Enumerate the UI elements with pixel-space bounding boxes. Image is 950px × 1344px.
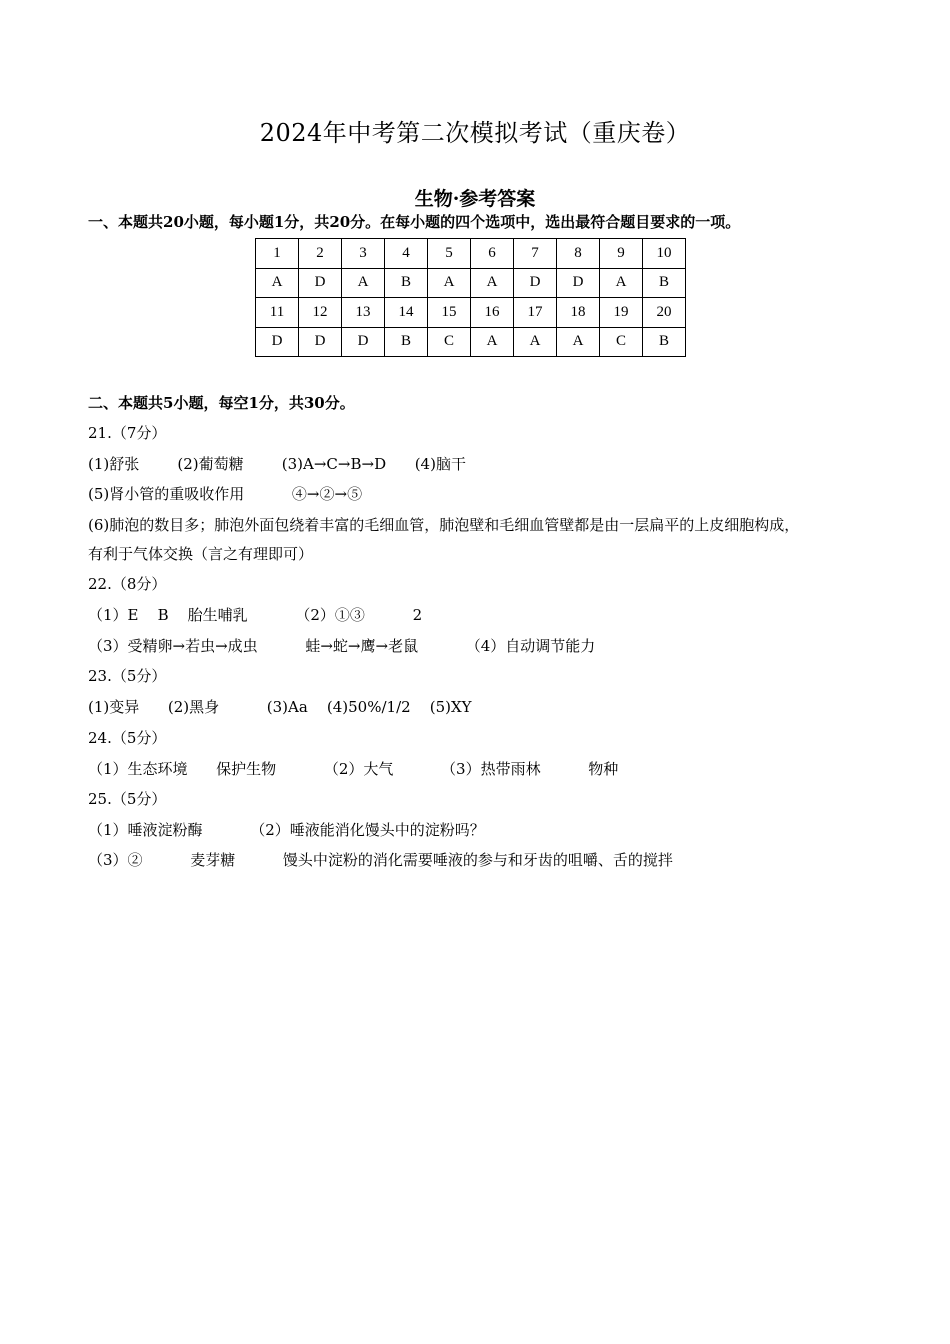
q23-line1: (1)变异 (2)黑身 (3)Aa (4)50%/1/2 (5)XY xyxy=(88,698,472,716)
question-number-cell: 19 xyxy=(600,298,643,328)
question-number-cell: 13 xyxy=(342,298,385,328)
answer-cell: D xyxy=(342,327,385,357)
question-number-row xyxy=(256,298,686,328)
question-number-cell: 20 xyxy=(643,298,686,328)
question-number-cell: 11 xyxy=(256,298,299,328)
question-number-cell: 17 xyxy=(514,298,557,328)
q23-label: 23.（5分） xyxy=(88,667,167,685)
q24-label: 24.（5分） xyxy=(88,729,167,747)
q25-line1: （1）唾液淀粉酶 （2）唾液能消化馒头中的淀粉吗？ xyxy=(88,821,485,839)
section1-heading: 一、本题共20小题，每小题1分，共20分。在每小题的四个选项中，选出最符合题目要求的一项。 xyxy=(88,213,741,231)
question-number-cell: 10 xyxy=(643,239,686,269)
answer-cell: C xyxy=(428,327,471,357)
q21-line4: 有利于气体交换（言之有理即可） xyxy=(88,545,314,563)
question-number-cell: 1 xyxy=(256,239,299,269)
answer-cell: C xyxy=(600,327,643,357)
question-number-cell: 5 xyxy=(428,239,471,269)
question-number-cell: 15 xyxy=(428,298,471,328)
answer-cell: D xyxy=(299,268,342,298)
q21-line3: (6)肺泡的数目多；肺泡外面包绕着丰富的毛细血管，肺泡壁和毛细血管壁都是由一层扁平的上皮细胞构成， xyxy=(88,516,800,534)
q22-line1: （1）E B 胎生哺乳 （2）①③ 2 xyxy=(88,606,423,624)
question-number-cell: 9 xyxy=(600,239,643,269)
answer-cell: A xyxy=(342,268,385,298)
question-number-cell: 7 xyxy=(514,239,557,269)
answer-cell: D xyxy=(256,327,299,357)
q21-line2: (5)肾小管的重吸收作用 ④→②→⑤ xyxy=(88,485,363,503)
section2-heading: 二、本题共5小题，每空1分，共30分。 xyxy=(88,394,355,412)
question-number-cell: 6 xyxy=(471,239,514,269)
answer-cell: A xyxy=(471,327,514,357)
question-number-cell: 4 xyxy=(385,239,428,269)
answer-cell: B xyxy=(643,268,686,298)
q25-line2: （3）② 麦芽糖 馒头中淀粉的消化需要唾液的参与和牙齿的咀嚼、舌的搅拌 xyxy=(88,851,673,869)
answer-cell: A xyxy=(428,268,471,298)
answer-cell: D xyxy=(514,268,557,298)
q24-line1: （1）生态环境 保护生物 （2）大气 （3）热带雨林 物种 xyxy=(88,760,619,778)
q22-line2: （3）受精卵→若虫→成虫 蛙→蛇→鹰→老鼠 （4）自动调节能力 xyxy=(88,637,596,655)
q21-label: 21.（7分） xyxy=(88,424,167,442)
answer-cell: D xyxy=(557,268,600,298)
answer-cell: A xyxy=(557,327,600,357)
answer-row xyxy=(256,268,686,298)
answer-cell: B xyxy=(643,327,686,357)
answer-cell: B xyxy=(385,327,428,357)
question-number-row xyxy=(256,239,686,269)
q21-line1: (1)舒张 (2)葡萄糖 (3)A→C→B→D (4)脑干 xyxy=(88,455,466,473)
question-number-cell: 12 xyxy=(299,298,342,328)
question-number-cell: 3 xyxy=(342,239,385,269)
question-number-cell: 2 xyxy=(299,239,342,269)
answer-cell: A xyxy=(514,327,557,357)
q25-label: 25.（5分） xyxy=(88,790,167,808)
q22-label: 22.（8分） xyxy=(88,575,167,593)
page-title: 2024年中考第二次模拟考试（重庆卷） xyxy=(259,119,691,147)
question-number-cell: 16 xyxy=(471,298,514,328)
page-subtitle: 生物·参考答案 xyxy=(414,188,536,210)
question-number-cell: 18 xyxy=(557,298,600,328)
question-number-cell: 8 xyxy=(557,239,600,269)
answer-cell: A xyxy=(471,268,514,298)
question-number-cell: 14 xyxy=(385,298,428,328)
answer-cell: B xyxy=(385,268,428,298)
answer-cell: A xyxy=(600,268,643,298)
answer-row xyxy=(256,327,686,357)
answer-cell: A xyxy=(256,268,299,298)
answer-cell: D xyxy=(299,327,342,357)
answer-table xyxy=(255,238,686,357)
